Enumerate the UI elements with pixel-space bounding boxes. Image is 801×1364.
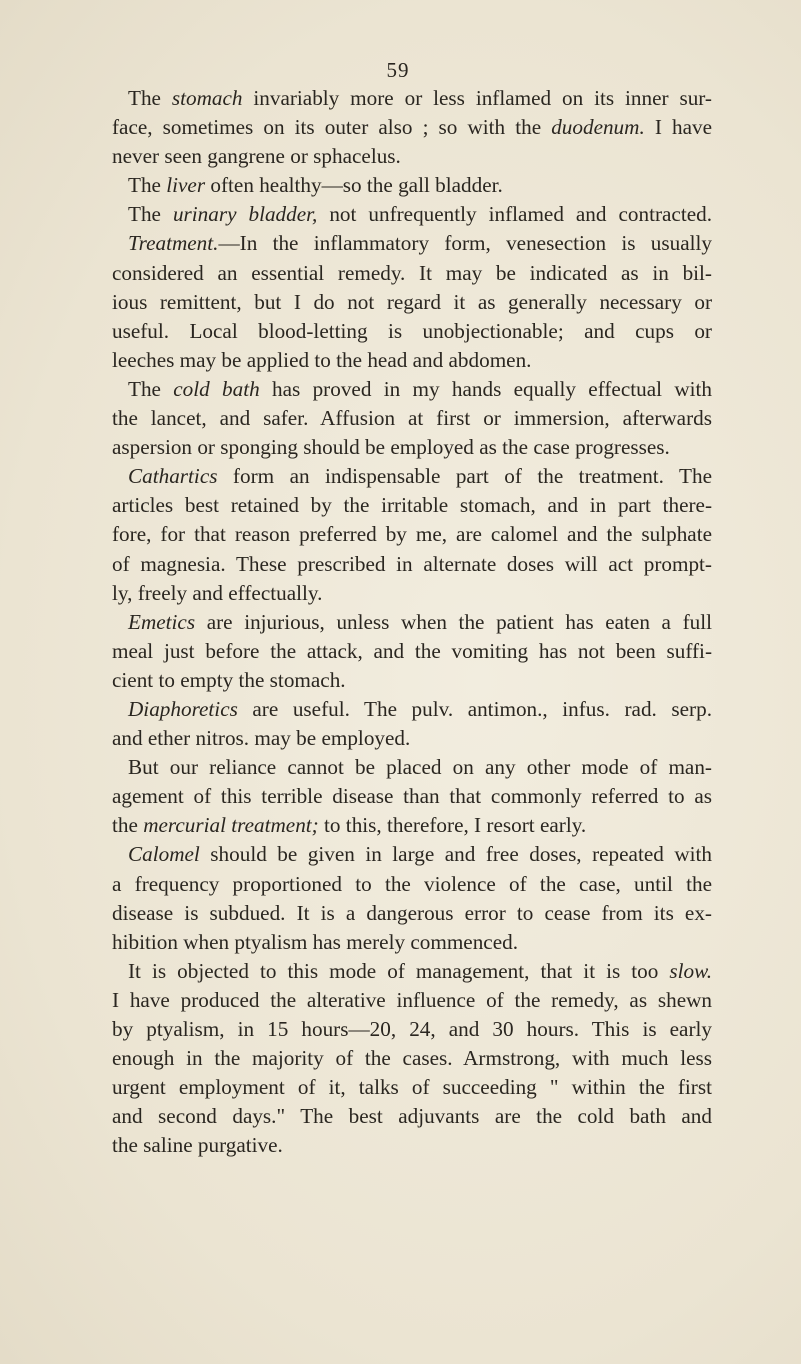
text-line — [112, 200, 712, 229]
body-text — [112, 84, 712, 1160]
text-segment: and ether nitros. may be employed. — [112, 726, 411, 751]
text-segment: a frequency proportioned to the violence of the case, until the — [112, 871, 712, 896]
text-segment: considered an essential remedy. It may be indicated as in bil- — [112, 260, 712, 285]
text-segment: hibition when ptyalism has merely commenced. — [112, 929, 518, 954]
text-segment: cient to empty the stomach. — [112, 667, 346, 692]
text-line — [112, 259, 712, 288]
page-number: 59 — [386, 58, 410, 82]
text-segment: often healthy—so the gall bladder. — [205, 173, 503, 198]
text-segment: meal just before the attack, and the vomiting has not been suffi- — [112, 638, 712, 663]
text-segment: never seen gangrene or sphacelus. — [112, 144, 401, 169]
text-segment: has proved in my hands equally effectual with — [259, 376, 712, 401]
text-line — [112, 491, 712, 520]
text-segment: articles best retained by the irritable stomach, and in part there- — [112, 493, 712, 518]
text-segment: the saline purgative. — [112, 1133, 283, 1158]
text-segment: It is objected to this mode of management, that it is too — [128, 958, 670, 983]
text-line — [112, 579, 712, 608]
italic-text: Treatment. — [128, 231, 219, 256]
italic-text: duodenum. — [551, 115, 645, 140]
text-line — [112, 782, 712, 811]
text-segment: the — [112, 813, 144, 838]
text-line — [112, 462, 712, 491]
text-segment: not unfrequently inflamed and contracted. — [317, 202, 712, 227]
text-line — [112, 171, 712, 200]
italic-text: Emetics — [128, 609, 196, 634]
text-line — [112, 811, 712, 840]
text-line — [112, 142, 712, 171]
text-line — [112, 404, 712, 433]
italic-text: Diaphoretics — [128, 696, 238, 721]
text-segment: urgent employment of it, talks of succeeding " within the first — [112, 1075, 712, 1100]
text-line — [112, 346, 712, 375]
text-segment: fore, for that reason preferred by me, are calomel and the sulphate — [112, 522, 712, 547]
text-segment: should be given in large and free doses, repeated with — [199, 842, 712, 867]
text-line — [112, 317, 712, 346]
text-segment: I have produced the alterative influence of the remedy, as shewn — [112, 987, 712, 1012]
text-line — [112, 753, 712, 782]
text-segment: aspersion or sponging should be employed as the case progresses. — [112, 435, 670, 460]
italic-text: Calomel — [128, 842, 200, 867]
text-line — [112, 695, 712, 724]
text-line — [112, 986, 712, 1015]
text-line — [112, 899, 712, 928]
text-segment: enough in the majority of the cases. Armstrong, with much less — [112, 1046, 712, 1071]
text-segment: form an indispensable part of the treatment. The — [217, 464, 712, 489]
text-line — [112, 1131, 712, 1160]
text-segment: to this, therefore, I resort early. — [318, 813, 587, 838]
text-line — [112, 84, 712, 113]
text-line — [112, 1073, 712, 1102]
text-line — [112, 550, 712, 579]
text-segment: I have — [644, 115, 712, 140]
italic-text: Cathartics — [128, 464, 218, 489]
text-segment: are useful. The pulv. antimon., infus. rad. serp. — [237, 696, 712, 721]
text-line — [112, 1044, 712, 1073]
text-segment: But our reliance cannot be placed on any other mode of man- — [128, 755, 712, 780]
text-segment: useful. Local blood-letting is unobjectionable; and cups or — [112, 318, 712, 343]
text-line — [112, 928, 712, 957]
text-line — [112, 637, 712, 666]
text-segment: —In the inflammatory form, venesection is usually — [218, 231, 712, 256]
text-segment: The — [128, 202, 173, 227]
text-segment: disease is subdued. It is a dangerous error to cease from its ex- — [112, 900, 712, 925]
text-line — [112, 724, 712, 753]
text-segment: invariably more or less inflamed on its inner sur- — [242, 86, 712, 110]
text-segment: The — [128, 86, 172, 110]
text-line — [112, 666, 712, 695]
text-segment: face, sometimes on its outer also ; so with the — [112, 115, 552, 140]
italic-text: cold bath — [173, 376, 260, 401]
text-line — [112, 870, 712, 899]
text-segment: agement of this terrible disease than that commonly referred to as — [112, 784, 712, 809]
text-segment: leeches may be applied to the head and abdomen. — [112, 347, 532, 372]
text-segment: The — [128, 376, 174, 401]
text-line — [112, 288, 712, 317]
italic-text: mercurial treatment; — [143, 813, 319, 838]
text-line — [112, 957, 712, 986]
text-segment: ly, freely and effectually. — [112, 580, 323, 605]
text-line — [112, 229, 712, 258]
text-segment: and second days." The best adjuvants are the cold bath and — [112, 1104, 712, 1129]
text-line — [112, 113, 712, 142]
text-segment: ious remittent, but I do not regard it as generally necessary or — [112, 289, 712, 314]
italic-text: urinary bladder, — [172, 202, 318, 227]
text-line — [112, 520, 712, 549]
text-line — [112, 840, 712, 869]
text-segment: of magnesia. These prescribed in alternate doses will act prompt- — [112, 551, 712, 576]
text-line — [112, 1102, 712, 1131]
italic-text: stomach — [171, 86, 243, 110]
text-segment: the lancet, and safer. Affusion at first or immersion, afterwards — [112, 406, 712, 431]
text-line — [112, 375, 712, 404]
text-line — [112, 608, 712, 637]
text-segment: by ptyalism, in 15 hours—20, 24, and 30 hours. This is early — [112, 1017, 712, 1041]
text-segment: are injurious, unless when the patient has eaten a full — [195, 609, 712, 634]
text-line — [112, 1015, 712, 1044]
text-segment: The — [128, 173, 167, 198]
italic-text: liver — [166, 173, 206, 198]
text-line — [112, 433, 712, 462]
italic-text: slow. — [669, 958, 712, 983]
